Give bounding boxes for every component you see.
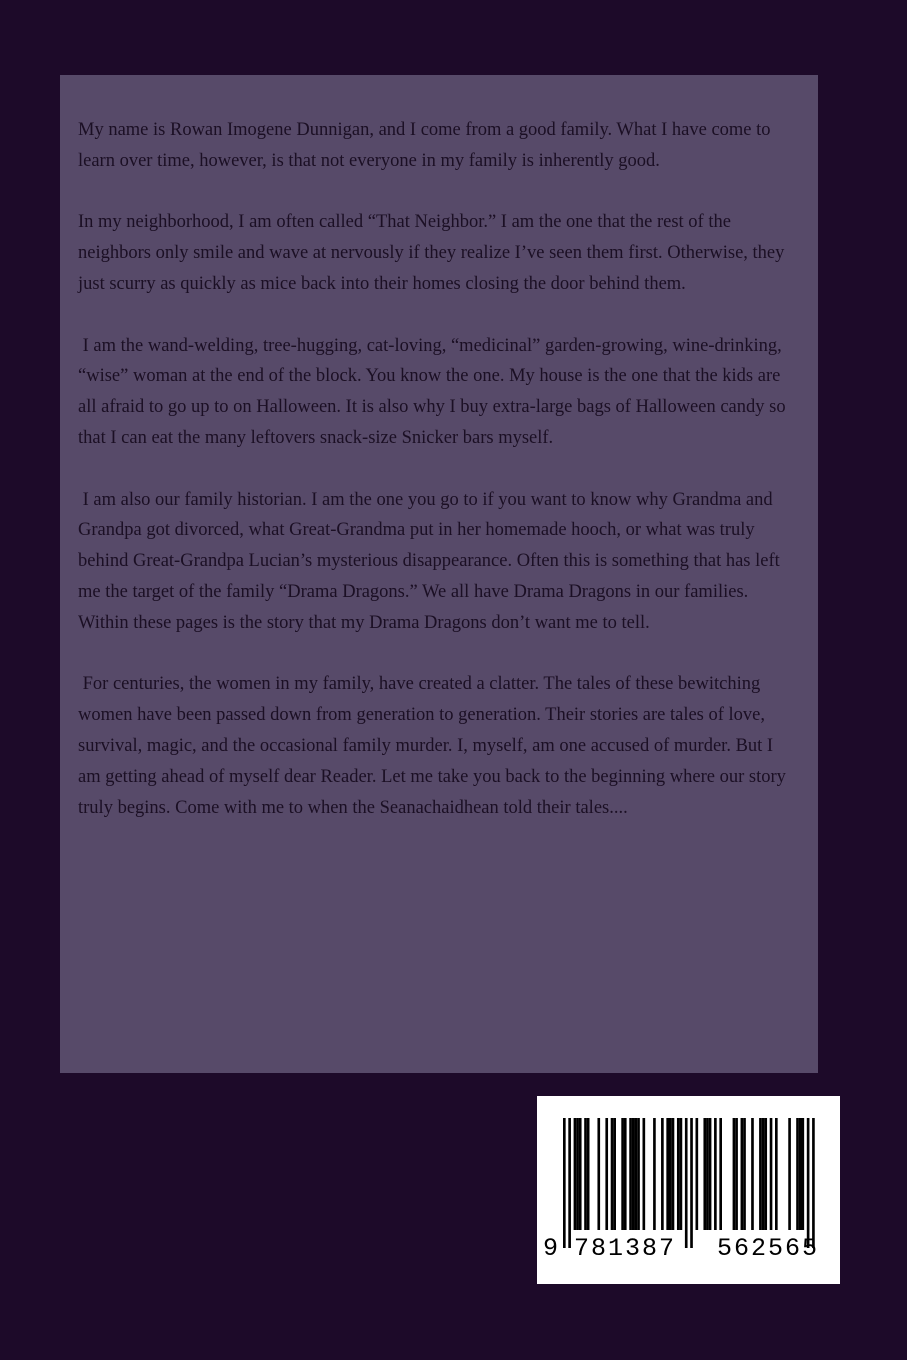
barcode-bar [680,1118,683,1230]
barcode-bar [587,1118,590,1230]
barcode-bar [706,1118,709,1230]
barcode-bar [666,1118,669,1230]
barcode-bar [672,1118,675,1230]
barcode-guard-bar [563,1118,566,1248]
isbn-left-group: 781387 [574,1234,677,1263]
blurb-paragraph-5: For centuries, the women in my family, have created a clatter. The tales of these bewitching women have been passed down from generation to generation. Their stories are tales of love, survival, magic, and the occasional family murder. I, myself, am one accused of murder. But I am getting ahead of myself dear Reader. Let me take you back to the beginning where our story truly begins. Come with me to when the Seanachaidhean told their tales.... [78,674,791,818]
barcode-bar [751,1118,754,1230]
barcode-guard-bar [685,1118,688,1248]
barcode-bar [635,1118,638,1230]
barcode-bar [770,1118,773,1230]
barcode-bar [775,1118,778,1230]
isbn-barcode [537,1096,840,1284]
isbn-prefix-digit: 9 [543,1234,560,1263]
barcode-bar [759,1118,762,1230]
paragraph-spacer [78,177,800,208]
barcode-bar [796,1118,799,1230]
barcode-bar [709,1118,712,1230]
paragraph-spacer [78,639,800,670]
barcode-bar [735,1118,738,1230]
barcode-bar [637,1118,640,1230]
barcode-bar [597,1118,600,1230]
barcode-bar [661,1118,664,1230]
barcode-bar [624,1118,627,1230]
barcode-bar [764,1118,767,1230]
barcode-bar [643,1118,646,1230]
barcode-bar [621,1118,624,1230]
barcode-bar [629,1118,632,1230]
blurb-paragraph-4: I am also our family historian. I am the one you go to if you want to know why Grandma and Grandpa got divorced, what Great-Grandma put in her homemade hooch, or what was truly behind Great-Grandpa Lucian’s mysterious disappearance. Often this is something that has left me the target of the family “Drama Dragons.” We all have Drama Dragons in our families. Within these pages is the story that my Drama Dragons don’t want me to tell. [78,489,785,633]
barcode-bar [574,1118,577,1230]
barcode-bar [584,1118,587,1230]
paragraph-spacer [78,454,800,485]
barcode-bar [719,1118,722,1230]
paragraph-spacer [78,300,800,331]
barcode-bar [613,1118,616,1230]
barcode-bar [802,1118,805,1230]
blurb-panel [60,75,818,1073]
barcode-bar [696,1118,699,1230]
barcode-bar [714,1118,717,1230]
barcode-bar [677,1118,680,1230]
barcode-guard-bar [812,1118,815,1248]
barcode-bar [576,1118,579,1230]
barcode-guard-bar [807,1118,810,1248]
barcode-bar [632,1118,635,1230]
barcode-bar [733,1118,736,1230]
barcode-guard-bar [690,1118,693,1248]
blurb-paragraph-3: I am the wand-welding, tree-hugging, cat-loving, “medicinal” garden-growing, wine-drinking, “wise” woman at the end of the block. You know the one. My house is the one that the kids are all afraid to go up to on Halloween. It is also why I buy extra-large bags of Halloween candy so that I can eat the many leftovers snack-size Snicker bars myself. [78,335,791,448]
barcode-bar [653,1118,656,1230]
barcode-bar [762,1118,765,1230]
isbn-right-group: 562565 [717,1234,820,1263]
blurb-paragraph-1: My name is Rowan Imogene Dunnigan, and I come from a good family. What I have come to learn over time, however, is that not everyone in my family is inherently good. [78,120,771,171]
barcode-bar [669,1118,672,1230]
barcode-bar [788,1118,791,1230]
barcode-bar [611,1118,614,1230]
barcode-bar [799,1118,802,1230]
barcode-bar [741,1118,744,1230]
barcode-bar [605,1118,608,1230]
barcode-bar [579,1118,582,1230]
barcode-bar [703,1118,706,1230]
barcode-bar [743,1118,746,1230]
blurb-paragraph-2: In my neighborhood, I am often called “That Neighbor.” I am the one that the rest of the neighbors only smile and wave at nervously if they realize I’ve seen them first. Otherwise, they just scurry as quickly as mice back into their homes closing the door behind them. [78,212,785,294]
barcode-guard-bar [568,1118,571,1248]
